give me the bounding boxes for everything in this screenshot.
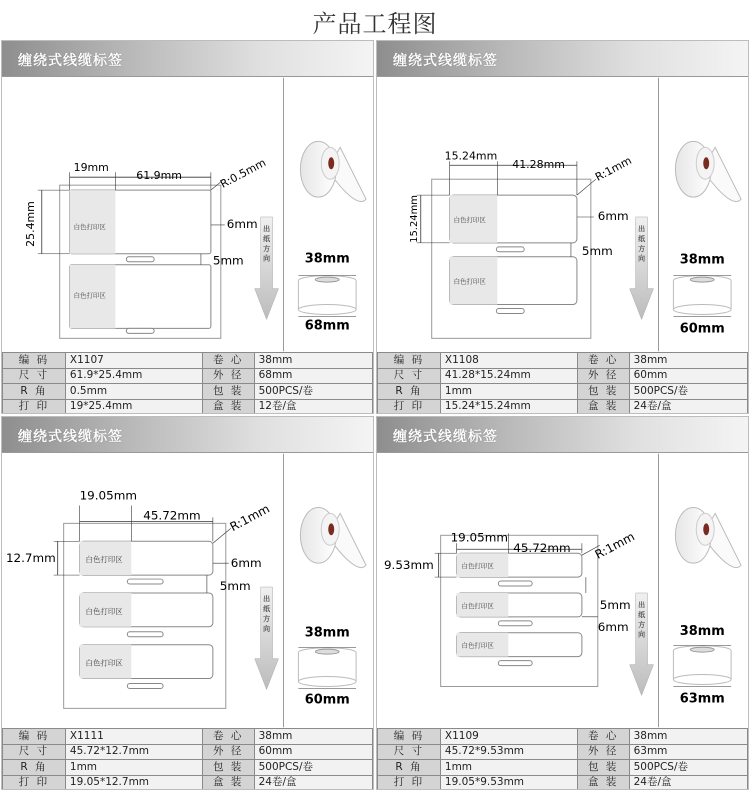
slot-hole bbox=[498, 621, 532, 626]
label-roll-illustration bbox=[300, 507, 366, 567]
spec-value: 15.24*15.24mm bbox=[440, 399, 577, 414]
outer-diameter: 68mm bbox=[304, 318, 350, 334]
panel-header bbox=[377, 41, 748, 77]
spec-value: 38mm bbox=[629, 729, 747, 745]
spec-key: 盒 装 bbox=[202, 399, 254, 414]
dim-corner-radius: R:1mm bbox=[592, 529, 637, 562]
table-row bbox=[378, 353, 748, 369]
panel-title: 缠绕式线缆标签 bbox=[18, 53, 123, 69]
dim-label-width: 61.9mm bbox=[136, 169, 182, 183]
roll-side-view bbox=[673, 646, 731, 687]
dim-print-width: 19.05mm bbox=[79, 488, 137, 503]
print-area-label: 白色打印区 bbox=[85, 658, 123, 668]
direction-char: 向 bbox=[263, 254, 271, 263]
spec-value: 38mm bbox=[254, 729, 372, 745]
dim-side-gap: 6mm bbox=[226, 216, 258, 231]
engineering-drawing bbox=[377, 453, 748, 728]
table-row bbox=[378, 760, 748, 776]
slot-hole bbox=[126, 257, 154, 262]
print-area-label: 白色打印区 bbox=[73, 291, 106, 300]
spec-value: 38mm bbox=[629, 353, 747, 369]
spec-key: 打 印 bbox=[378, 775, 441, 790]
core-diameter: 38mm bbox=[679, 252, 725, 268]
direction-char: 向 bbox=[638, 630, 646, 639]
label-roll-illustration bbox=[675, 507, 741, 567]
spec-key: 盒 装 bbox=[577, 399, 629, 414]
table-row bbox=[3, 775, 373, 790]
product-panel-x1109 bbox=[376, 416, 749, 790]
dim-label-height: 25.4mm bbox=[23, 201, 37, 247]
spec-key: 卷 心 bbox=[202, 353, 254, 369]
direction-char: 方 bbox=[263, 244, 271, 253]
spec-key: 打 印 bbox=[3, 775, 66, 790]
table-row bbox=[3, 729, 373, 745]
spec-key: 编 码 bbox=[378, 353, 441, 369]
spec-key: 包 装 bbox=[577, 760, 629, 776]
direction-char: 纸 bbox=[638, 234, 646, 243]
spec-key: 编 码 bbox=[3, 353, 66, 369]
dim-corner-radius: R:0.5mm bbox=[218, 156, 269, 191]
product-panel-x1111 bbox=[1, 416, 374, 790]
table-row bbox=[3, 384, 373, 400]
dim-label-gap: 5mm bbox=[212, 253, 244, 268]
spec-key: 包 装 bbox=[577, 384, 629, 400]
outer-diameter: 63mm bbox=[679, 691, 725, 707]
panel-title: 缠绕式线缆标签 bbox=[393, 53, 498, 69]
spec-value: 68mm bbox=[254, 368, 372, 384]
table-row bbox=[378, 775, 748, 790]
spec-value: 61.9*25.4mm bbox=[65, 368, 202, 384]
slot-hole bbox=[127, 632, 163, 637]
spec-key: 盒 装 bbox=[577, 775, 629, 790]
dim-label-gap: 5mm bbox=[219, 579, 251, 594]
spec-key: 盒 装 bbox=[202, 775, 254, 790]
direction-char: 出 bbox=[638, 224, 646, 233]
spec-key: 卷 心 bbox=[577, 353, 629, 369]
dim-side-gap: 6mm bbox=[597, 208, 629, 223]
spec-value: 500PCS/卷 bbox=[254, 384, 372, 400]
dim-print-width: 19mm bbox=[73, 161, 109, 175]
dim-label-width: 45.72mm bbox=[143, 508, 201, 523]
core-diameter: 38mm bbox=[304, 251, 350, 267]
spec-value: 500PCS/卷 bbox=[629, 760, 747, 776]
spec-key: 卷 心 bbox=[202, 729, 254, 745]
dim-corner-radius: R:1mm bbox=[593, 153, 634, 184]
spec-key: 尺 寸 bbox=[3, 368, 66, 384]
direction-char: 出 bbox=[638, 600, 646, 609]
spec-value: 0.5mm bbox=[65, 384, 202, 400]
panel-header bbox=[2, 417, 373, 453]
dim-label-height: 9.53mm bbox=[383, 558, 434, 573]
spec-key: R 角 bbox=[378, 384, 441, 400]
label-roll-illustration bbox=[300, 141, 366, 201]
spec-value: 45.72*12.7mm bbox=[65, 744, 202, 760]
spec-key: 卷 心 bbox=[577, 729, 629, 745]
core-diameter: 38mm bbox=[679, 623, 725, 639]
panel-title: 缠绕式线缆标签 bbox=[18, 429, 123, 445]
print-area-label: 白色打印区 bbox=[73, 222, 106, 231]
spec-table bbox=[377, 352, 748, 414]
table-row bbox=[3, 353, 373, 369]
dim-label-gap: 5mm bbox=[581, 243, 613, 258]
spec-value: 41.28*15.24mm bbox=[440, 368, 577, 384]
label-roll-illustration bbox=[675, 141, 741, 201]
dim-corner-radius: R:1mm bbox=[227, 501, 272, 534]
spec-value: 12卷/盒 bbox=[254, 399, 372, 414]
print-area-label: 白色打印区 bbox=[453, 277, 486, 286]
dim-label-width: 41.28mm bbox=[512, 158, 565, 172]
spec-value: 24卷/盒 bbox=[629, 775, 747, 790]
table-row bbox=[378, 368, 748, 384]
direction-char: 向 bbox=[263, 624, 271, 633]
dim-side-gap: 6mm bbox=[597, 619, 629, 634]
slot-hole bbox=[496, 247, 524, 252]
page-title: 产品工程图 bbox=[312, 10, 438, 38]
dim-label-height: 12.7mm bbox=[5, 551, 56, 566]
dim-print-width: 15.24mm bbox=[444, 149, 498, 163]
table-row bbox=[378, 399, 748, 414]
spec-key: 外 径 bbox=[202, 368, 254, 384]
direction-char: 纸 bbox=[638, 610, 646, 619]
spec-value: 38mm bbox=[254, 353, 372, 369]
dim-print-width: 19.05mm bbox=[450, 530, 508, 545]
spec-table bbox=[377, 728, 748, 790]
dim-label-gap: 5mm bbox=[599, 597, 631, 612]
spec-value: X1108 bbox=[440, 353, 577, 369]
spec-key: 打 印 bbox=[378, 399, 441, 414]
spec-key: R 角 bbox=[3, 384, 66, 400]
spec-table bbox=[2, 728, 373, 790]
spec-key: 打 印 bbox=[3, 399, 66, 414]
table-row bbox=[3, 760, 373, 776]
spec-value: 24卷/盒 bbox=[629, 399, 747, 414]
outer-diameter: 60mm bbox=[679, 321, 725, 337]
roll-side-view bbox=[673, 276, 731, 317]
spec-key: 编 码 bbox=[378, 729, 441, 745]
spec-value: 500PCS/卷 bbox=[629, 384, 747, 400]
direction-char: 出 bbox=[263, 224, 271, 233]
table-row bbox=[3, 744, 373, 760]
spec-key: 尺 寸 bbox=[378, 368, 441, 384]
spec-key: R 角 bbox=[3, 760, 66, 776]
spec-key: 尺 寸 bbox=[378, 744, 441, 760]
print-area-label: 白色打印区 bbox=[461, 641, 494, 650]
engineering-drawing bbox=[377, 77, 748, 352]
engineering-drawing bbox=[2, 453, 373, 728]
spec-value: X1107 bbox=[65, 353, 202, 369]
spec-value: 1mm bbox=[440, 760, 577, 776]
print-area-label: 白色打印区 bbox=[461, 601, 494, 610]
direction-char: 出 bbox=[263, 594, 271, 603]
direction-char: 方 bbox=[638, 244, 646, 253]
direction-char: 方 bbox=[263, 614, 271, 623]
spec-key: 编 码 bbox=[3, 729, 66, 745]
product-panel-x1107 bbox=[1, 40, 374, 414]
slot-hole bbox=[496, 308, 524, 313]
spec-value: 1mm bbox=[440, 384, 577, 400]
spec-key: 外 径 bbox=[577, 368, 629, 384]
spec-value: X1109 bbox=[440, 729, 577, 745]
slot-hole bbox=[498, 661, 532, 666]
spec-key: 包 装 bbox=[202, 384, 254, 400]
dim-side-gap: 6mm bbox=[230, 556, 262, 571]
roll-side-view bbox=[298, 648, 356, 689]
direction-char: 纸 bbox=[263, 234, 271, 243]
table-row bbox=[378, 729, 748, 745]
spec-key: 外 径 bbox=[577, 744, 629, 760]
spec-value: X1111 bbox=[65, 729, 202, 745]
spec-value: 45.72*9.53mm bbox=[440, 744, 577, 760]
spec-value: 19*25.4mm bbox=[65, 399, 202, 414]
spec-key: 外 径 bbox=[202, 744, 254, 760]
spec-value: 500PCS/卷 bbox=[254, 760, 372, 776]
dim-label-width: 45.72mm bbox=[513, 541, 571, 556]
panel-header bbox=[377, 417, 748, 453]
panel-title: 缠绕式线缆标签 bbox=[393, 429, 498, 445]
spec-value: 63mm bbox=[629, 744, 747, 760]
spec-key: R 角 bbox=[378, 760, 441, 776]
dim-label-height: 15.24mm bbox=[408, 195, 420, 243]
outer-diameter: 60mm bbox=[304, 692, 350, 708]
direction-char: 向 bbox=[638, 254, 646, 263]
table-row bbox=[378, 384, 748, 400]
slot-hole bbox=[126, 328, 154, 333]
spec-value: 60mm bbox=[629, 368, 747, 384]
roll-side-view bbox=[298, 276, 356, 317]
slot-hole bbox=[127, 683, 163, 688]
spec-value: 19.05*9.53mm bbox=[440, 775, 577, 790]
spec-key: 包 装 bbox=[202, 760, 254, 776]
spec-value: 60mm bbox=[254, 744, 372, 760]
table-row bbox=[3, 368, 373, 384]
slot-hole bbox=[127, 579, 163, 584]
slot-hole bbox=[498, 581, 532, 586]
direction-char: 纸 bbox=[263, 604, 271, 613]
spec-table bbox=[2, 352, 373, 414]
spec-value: 19.05*12.7mm bbox=[65, 775, 202, 790]
core-diameter: 38mm bbox=[304, 625, 350, 641]
print-area-label: 白色打印区 bbox=[85, 606, 123, 616]
engineering-drawing bbox=[2, 77, 373, 352]
panel-header bbox=[2, 41, 373, 77]
product-panel-x1108 bbox=[376, 40, 749, 414]
table-row bbox=[3, 399, 373, 414]
spec-key: 尺 寸 bbox=[3, 744, 66, 760]
print-area-label: 白色打印区 bbox=[85, 555, 123, 565]
table-row bbox=[378, 744, 748, 760]
print-area-label: 白色打印区 bbox=[453, 215, 486, 224]
spec-value: 1mm bbox=[65, 760, 202, 776]
spec-value: 24卷/盒 bbox=[254, 775, 372, 790]
direction-char: 方 bbox=[638, 620, 646, 629]
print-area-label: 白色打印区 bbox=[461, 562, 494, 571]
